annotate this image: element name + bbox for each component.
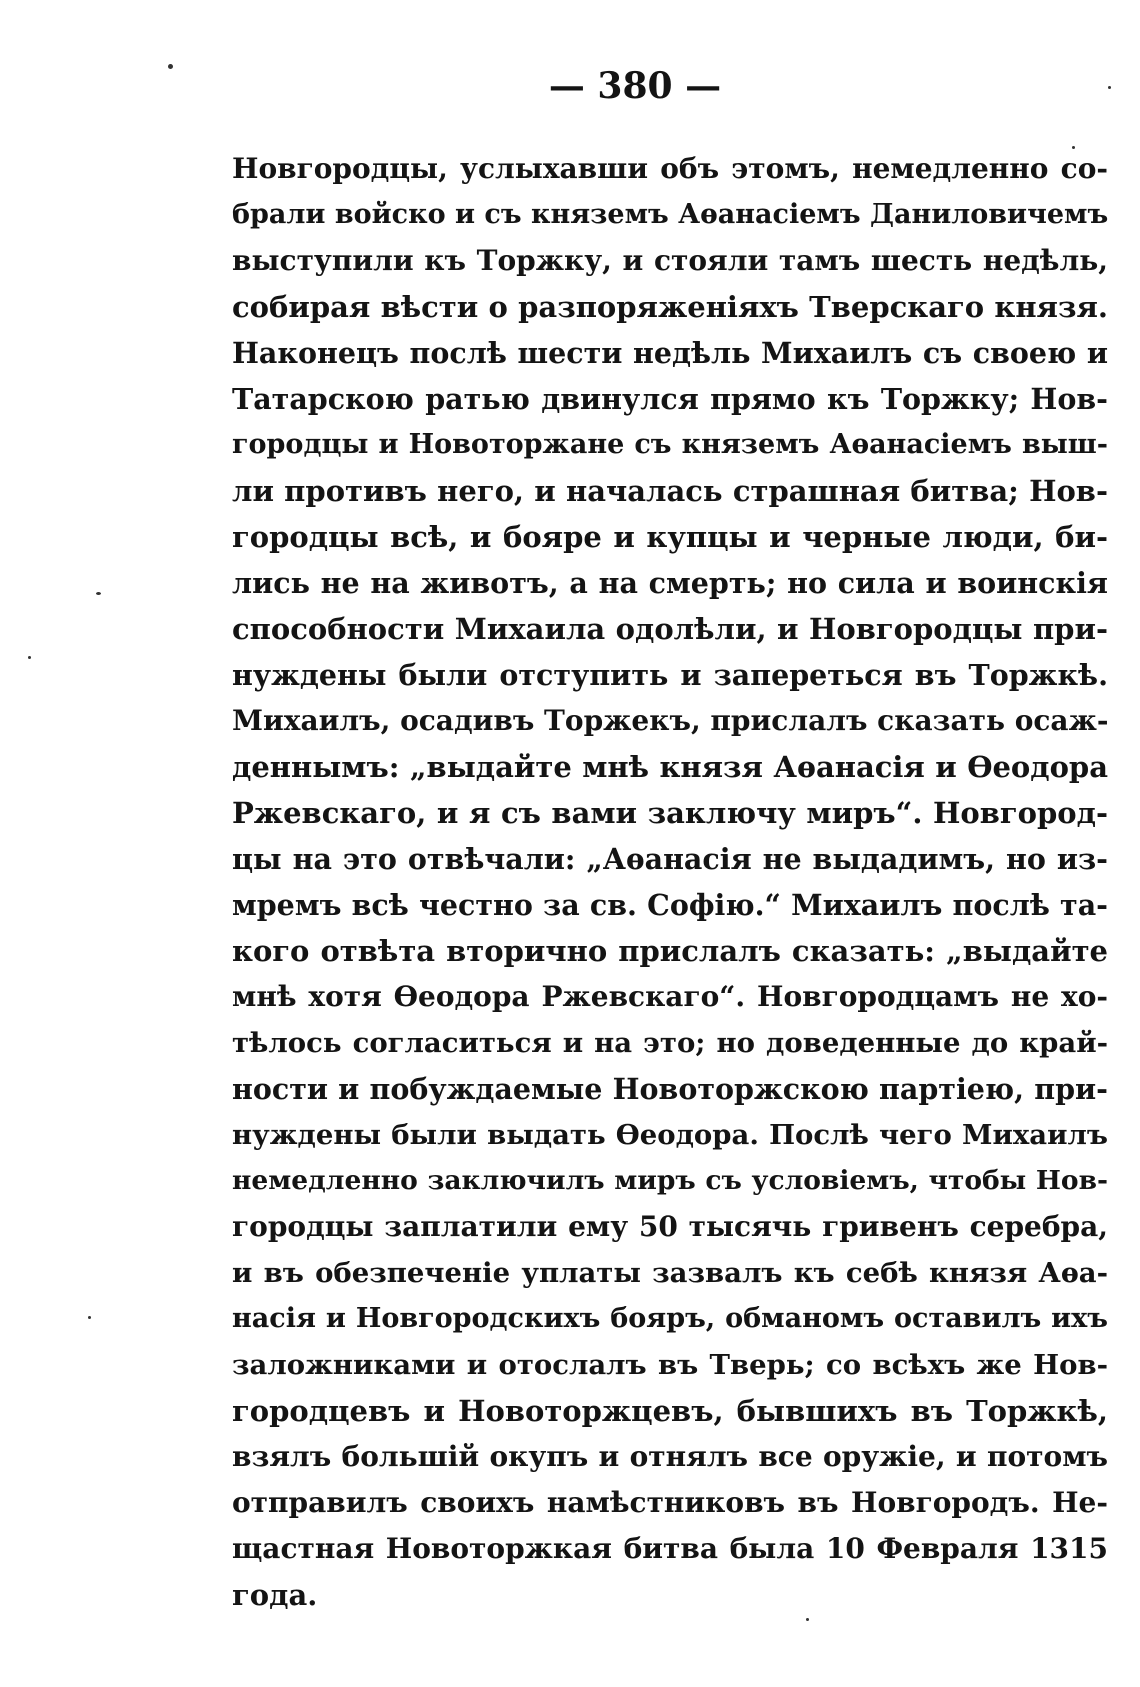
text-line: брали войско и съ княземъ Аѳанасіемъ Даниловичемъ [232, 199, 1109, 230]
text-line: Наконецъ послѣ шести недѣль Михаилъ съ своею и [232, 336, 1108, 370]
text-line: отправилъ своихъ намѣстниковъ въ Новгородъ. Не- [232, 1486, 1108, 1519]
text-line: и въ обезпеченіе уплаты зазвалъ къ себѣ князя Аѳа- [232, 1257, 1108, 1289]
text-line: заложниками и отослалъ въ Тверь; со всѣхъ же Нов- [232, 1349, 1108, 1381]
text-line: тѣлось согласиться и на это; но доведенные до край- [232, 1027, 1108, 1059]
scan-speck [88, 1316, 91, 1319]
scan-speck [168, 64, 173, 69]
scan-speck [96, 592, 101, 595]
text-line: кого отвѣта вторично прислалъ сказать: „выдайте [232, 934, 1108, 968]
text-line: нуждены были выдать Ѳеодора. Послѣ чего Михаилъ [232, 1119, 1108, 1151]
text-line: немедленно заключилъ миръ съ условіемъ, чтобы Нов- [232, 1165, 1108, 1196]
page-number: — 380 — [548, 65, 722, 107]
text-line: способности Михаила одолѣли, и Новгородцы при- [232, 612, 1108, 646]
text-line: Татарскою ратью двинулся прямо къ Торжку; Нов- [232, 382, 1108, 416]
text-line: выступили къ Торжку, и стояли тамъ шесть недѣль, [232, 244, 1108, 277]
text-line: городцы заплатили ему 50 тысячь гривенъ серебра, [232, 1210, 1108, 1243]
text-line: нуждены были отступить и запереться въ Торжкѣ. [232, 658, 1108, 692]
text-line-last: года. [232, 1578, 318, 1612]
text-line: взялъ большій окупъ и отнялъ все оружіе, и потомъ [232, 1440, 1108, 1473]
text-line: Новгородцы, услыхавши объ этомъ, немедленно со- [232, 152, 1108, 185]
body-text [232, 146, 1108, 1618]
text-line: деннымъ: „выдайте мнѣ князя Аѳанасія и Ѳеодора [232, 750, 1108, 784]
text-line: собирая вѣсти о разпоряженіяхъ Тверскаго князя. [232, 290, 1108, 324]
text-line: Ржевскаго, и я съ вами заключу миръ“. Новгород- [232, 796, 1108, 830]
text-line: Михаилъ, осадивъ Торжекъ, прислалъ сказать осаж- [232, 704, 1109, 737]
text-line: лись не на животъ, а на смерть; но сила и воинскія [232, 566, 1108, 600]
scan-speck [1072, 146, 1075, 149]
text-line: щастная Новоторжкая битва была 10 Февраля 1315 [232, 1532, 1108, 1565]
text-line: ности и побуждаемые Новоторжскою партіею, при- [232, 1072, 1108, 1106]
scan-speck [806, 1618, 809, 1621]
text-line: городцевъ и Новоторжцевъ, бывшихъ въ Торжкѣ, [232, 1394, 1108, 1428]
scan-speck [28, 656, 31, 659]
text-line: цы на это отвѣчали: „Аѳанасія не выдадимъ, но из- [232, 842, 1108, 876]
text-line: ли противъ него, и началась страшная битва; Нов- [232, 474, 1108, 508]
text-line: городцы всѣ, и бояре и купцы и черные люди, би- [232, 520, 1108, 554]
text-line: насія и Новгородскихъ бояръ, обманомъ оставилъ ихъ [232, 1303, 1108, 1334]
scan-speck [1108, 86, 1111, 89]
text-line: городцы и Новоторжане съ княземъ Аѳанасіемъ выш- [232, 429, 1108, 460]
text-line: мремъ всѣ честно за св. Софію.“ Михаилъ послѣ та- [232, 888, 1108, 922]
text-line: мнѣ хотя Ѳеодора Ржевскаго“. Новгородцамъ не хо- [232, 980, 1108, 1013]
